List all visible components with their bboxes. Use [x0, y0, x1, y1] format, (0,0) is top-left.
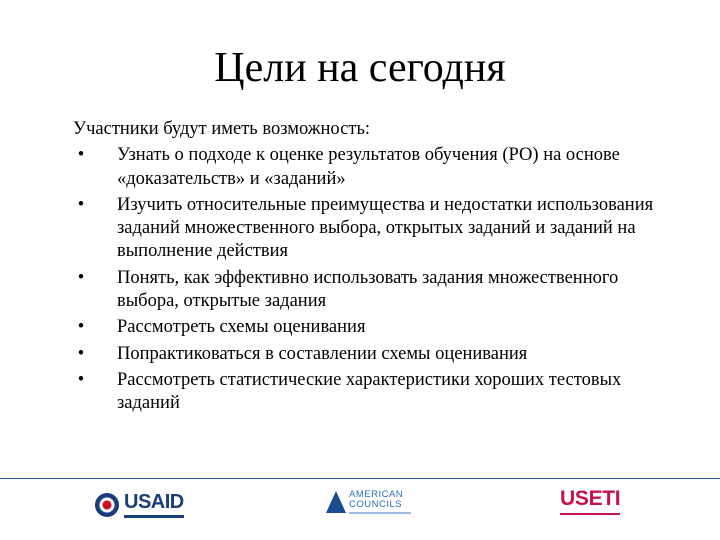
american-councils-logo [326, 490, 411, 514]
american-councils-line2: COUNCILS [349, 499, 403, 510]
useti-tagline-line [560, 513, 620, 515]
list-item [73, 369, 673, 416]
bullet-icon: • [77, 267, 85, 288]
usaid-tagline-line [124, 515, 184, 518]
footer-logos [0, 480, 720, 540]
useti-logo-text: USETI [560, 487, 621, 510]
usaid-seal-icon [95, 493, 119, 517]
bullet-icon: • [77, 145, 85, 166]
list-item-text: Рассмотреть статистические характеристики хороших тестовых заданий [117, 369, 622, 414]
usaid-logo-text: USAID [124, 491, 184, 513]
bullet-icon: • [77, 343, 85, 364]
american-councils-line1: AMERICAN [349, 489, 404, 500]
american-councils-tagline-line [349, 512, 411, 514]
bullet-icon: • [77, 317, 85, 338]
bullet-icon: • [77, 194, 85, 215]
intro-text: Участники будут иметь возможность: [73, 119, 371, 139]
american-councils-mark-icon [326, 491, 346, 513]
list-item-text: Рассмотреть схемы оценивания [117, 317, 366, 338]
slide-title: Цели на сегодня [214, 45, 506, 91]
bullet-icon: • [77, 369, 85, 390]
list-item [73, 316, 673, 339]
list-item-text: Понять, как эффективно использовать задания множественного выбора, открытые задания [117, 267, 619, 312]
slide-content [73, 118, 673, 416]
list-item [73, 267, 673, 314]
list-item [73, 194, 673, 264]
footer-divider [0, 478, 720, 479]
list-item [73, 144, 673, 191]
list-item-text: Узнать о подходе к оценке результатов обучения (РО) на основе «доказательств» и «заданий» [117, 145, 620, 189]
usaid-logo [95, 492, 184, 518]
goals-list [73, 144, 673, 415]
list-item-text: Попрактиковаться в составлении схемы оценивания [117, 343, 528, 364]
list-item-text: Изучить относительные преимущества и недостатки использования заданий множественного выбора, открытых заданий и заданий на выполнение действия [117, 194, 654, 262]
list-item [73, 343, 673, 366]
useti-logo [560, 488, 620, 515]
